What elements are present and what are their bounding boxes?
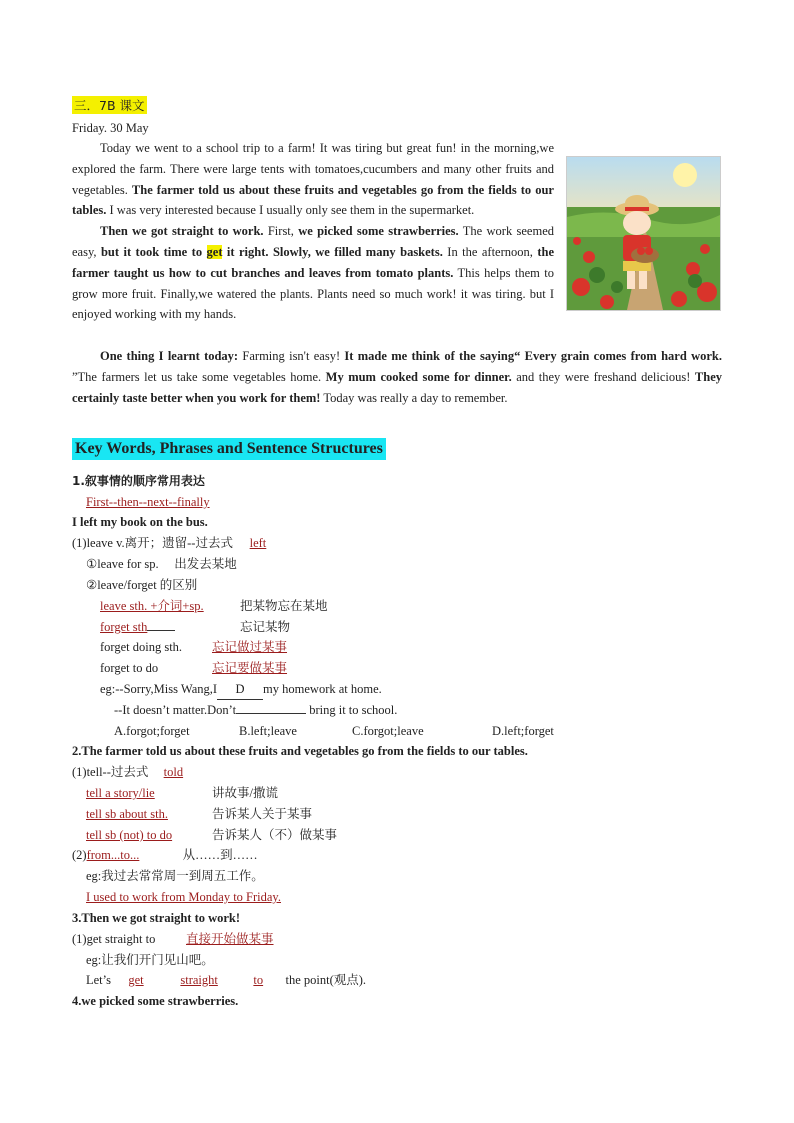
passage-block: [72, 96, 554, 325]
k1-item1: ①leave for sp. 出发去某地: [86, 557, 237, 571]
k1-options: A.forgot;forget B.left;leave C.forgot;leave D.left;forget: [114, 724, 554, 738]
k2-row1: tell a story/lie 讲故事/撒谎: [86, 786, 278, 800]
k1-row3: forget doing sth. 忘记做过某事: [100, 640, 288, 654]
k1-row1: leave sth. +介词+sp. 把某物忘在某地: [100, 599, 328, 613]
k2-tell-line: (1)tell--过去式 told: [72, 765, 184, 779]
k1-leave-line: (1)leave v.离开；遗留--过去式 left: [72, 536, 267, 550]
k2-example-cn: eg:我过去常常周一到周五工作。: [86, 869, 264, 883]
k1-row4: forget to do 忘记要做某事: [100, 661, 288, 675]
k1-answer: First--then--next--finally: [86, 495, 210, 509]
key-words-title-row: [72, 438, 386, 460]
strawberry-farm-image: [567, 157, 720, 310]
k1-item2: ②leave/forget 的区别: [86, 578, 198, 592]
k2-heading: 2.The farmer told us about these fruits and vegetables go from the fields to our tables.: [72, 744, 528, 758]
key-words-title: Key Words, Phrases and Sentence Structures: [72, 438, 386, 460]
passage-date: Friday. 30 May: [72, 121, 149, 135]
answer-blank-empty: [236, 713, 306, 714]
answer-blank: D: [217, 679, 263, 700]
k2-row2: tell sb about sth. 告诉某人关于某事: [86, 807, 313, 821]
k2-from-line: (2)from...to... 从……到……: [72, 848, 258, 862]
k3-heading: 3.Then we got straight to work!: [72, 911, 241, 925]
k2-example-answer: I used to work from Monday to Friday.: [86, 890, 281, 904]
k1-example1: eg:--Sorry,Miss Wang,I D my homework at home.: [100, 679, 382, 700]
k1-example2: --It doesn’t matter.Don’t bring it to school.: [114, 703, 398, 717]
farm-illustration: [566, 156, 721, 311]
k1-heading: 1.叙事情的顺序常用表达: [72, 474, 205, 488]
k4-heading: 4.we picked some strawberries.: [72, 994, 239, 1008]
paragraph-3-block: [72, 346, 722, 408]
highlighted-word: get: [206, 244, 223, 259]
paragraph-1: Today we went to a school trip to a farm! It was tiring but great fun! in the morning,we explored the farm. There were large tents with tomatoes,cucumbers and many other fruits and vegetables. The farmer told us about these fruits and vegetables go from the fields to our tables. I was very interested because I usually only see them in the supermarket.: [72, 141, 554, 218]
basket-icon: [631, 247, 659, 263]
k2-row3: tell sb (not) to do 告诉某人（不）做某事: [86, 828, 338, 842]
k3-lets-line: Let’s get straight to the point(观点).: [86, 973, 367, 987]
k1-sentence: I left my book on the bus.: [72, 515, 208, 529]
k3-example-cn: eg:让我们开门见山吧。: [86, 953, 214, 967]
section-title: 三．7B 课文: [74, 98, 145, 113]
k1-row2: forget sth 忘记某物: [100, 620, 291, 634]
k3-gs-line: (1)get straight to 直接开始做某事: [72, 932, 274, 946]
paragraph-3: One thing I learnt today: Farming isn't easy! It made me think of the saying“ Every grain comes from hard work. ”The farmers let us take some vegetables home. My mum cooked some for dinner. and they were freshand delicious! They certainly taste better when you work for them! Today was really a day to remember.: [72, 349, 722, 405]
sun-icon: [673, 163, 697, 187]
paragraph-2: Then we got straight to work. First, we picked some strawberries. The work seemed easy, but it took time to get it right. Slowly, we filled many baskets. In the afternoon, the farmer taught us how to cut branches and leaves from tomato plants. This helps them to grow more fruit. Finally,we watered the plants. Plants need so much work! it was tiring. but I enjoyed working with my hands.: [72, 224, 554, 322]
